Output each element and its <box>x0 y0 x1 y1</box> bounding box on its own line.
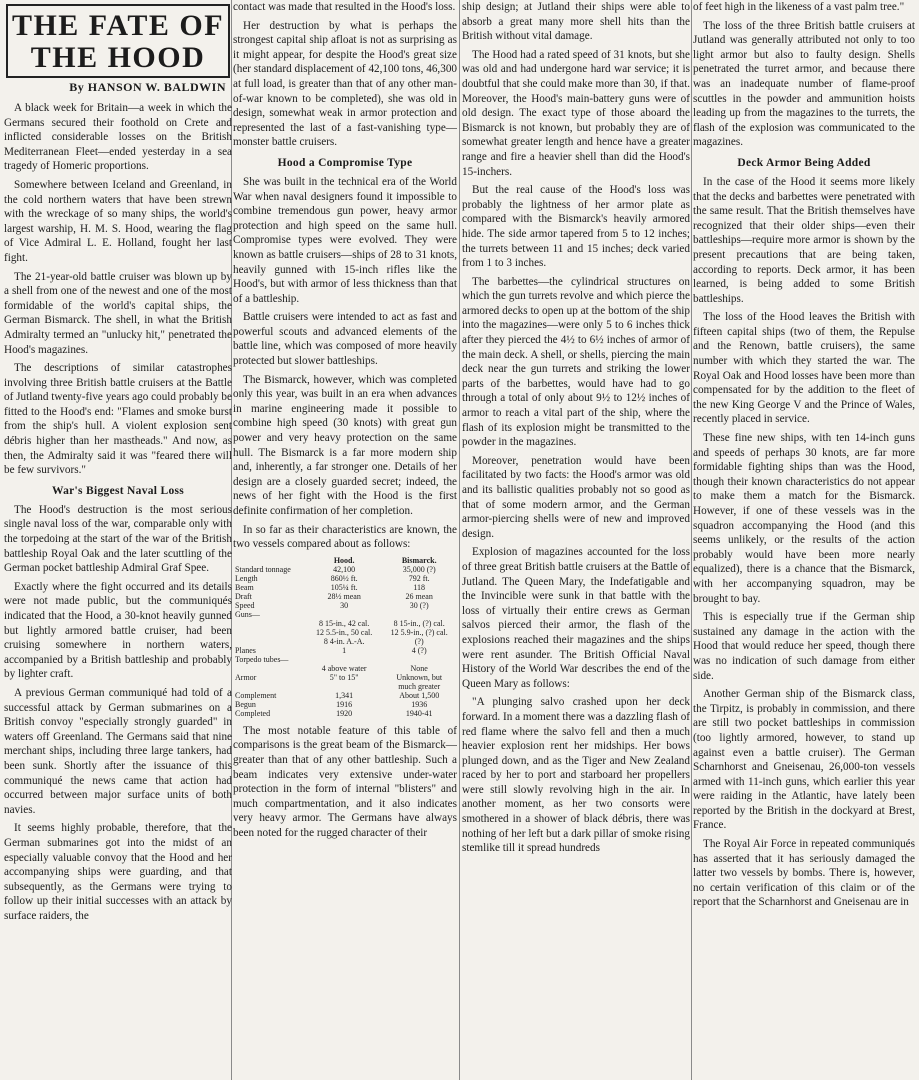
table-row <box>233 565 457 574</box>
paragraph: The loss of the Hood leaves the British with fifteen capital ships (two of them, the Repulse and the Renown, battle cruisers), the same number with which they started the war. The Royal Oak and Hood losses have been more than compensated for by the addition to the fleet of the new King George V and the Prince of Wales, recently placed in service. <box>693 311 915 426</box>
comparison-table <box>233 556 457 718</box>
table-cell: Standard tonnage <box>235 564 291 574</box>
subheading: War's Biggest Naval Loss <box>51 484 185 497</box>
table-cell: 30 (?) <box>409 600 429 610</box>
paragraph: The Hood's destruction is the most serious single naval loss of the war, comparable only with the torpedoing at the start of the war of the British battleship Royal Oak and the later scuttling of the German pocket battleship Admiral Graf Spee. <box>4 503 232 575</box>
table-cell: 42,100 <box>333 564 356 574</box>
table-cell: 35,000 (?) <box>402 564 436 574</box>
table-cell: 1936 <box>411 699 428 709</box>
table-row <box>233 700 457 709</box>
table-cell <box>381 610 457 619</box>
paragraph: Explosion of magazines accounted for the loss of three great British battle cruisers at the Battle of Jutland. The Queen Mary, the Indefatigable and the Invincible were sunk in that battle with the loss of virtually their entire crews as German salvos pierced their armor, the flash of the explosions reached their magazines and the ships were rent asunder. The British Official Naval History of the World War describes the end of the Queen Mary as follows: <box>462 546 690 690</box>
table-cell: 5" to 15" <box>329 672 359 682</box>
byline: By HANSON W. BALDWIN <box>69 80 226 94</box>
column-2 <box>233 0 457 1080</box>
paragraph: The Hood had a rated speed of 31 knots, but she was old and had undergone hard war service; it is doubtful that she could make more than 30, if that. Moreover, the Hood's main-battery guns were of old design. The exact type of those aboard the Bismarck is not known, but probably they are of somewhat greater length and hence have a greater range and fire a heavier shell than did the Hood's 15-inchers. <box>462 48 690 178</box>
column-rule <box>691 0 692 1080</box>
table-cell <box>381 655 457 664</box>
table-cell: 792 ft. <box>408 573 430 583</box>
paragraph: The loss of the three British battle cruisers at Jutland was generally attributed not only to too light armor but also to faulty design. Shells penetrated the turret armor, and because there was an inadequate number of flame-proof scuttles in the powder and ammunition hoists leading up from the magazines to the turrets, the flash of the explosion was communicated to the magazines. <box>693 19 915 149</box>
table-cell: 1920 <box>336 708 353 718</box>
table-cell: 1 <box>342 645 347 655</box>
table-row <box>233 691 457 700</box>
table-header-row <box>233 556 457 565</box>
column-4 <box>693 0 915 1080</box>
paragraph: Her destruction by what is perhaps the strongest capital ship afloat is not as surprising as it might appear, for despite the Hood's great size (her standard displacement of 42,100 tons, 46,300 at full load, is greater than that of any other man-of-war known to be completed), she was old in design, somewhat weak in armor protection and represented the last of a fast-vanishing type—monster battle cruisers. <box>233 19 457 149</box>
paragraph: The barbettes—the cylindrical structures on which the gun turrets revolve and which pierce the armored decks to open up at the bottom of the ship into the magazines—were only 5 to 6 inches thick after they pierced the 4½ to 6½ inches of armor of the main deck. A shell, or shells, piercing the main deck near the gun turrets and striking the lower parts of the barbettes, would have had to go through a total of only about 9½ to 12½ inches of armor to reach a vital part of the ship, where the flash of its explosion might be transmitted to the powder in the magazines. <box>462 275 690 449</box>
table-cell: 4 above water <box>321 663 367 673</box>
table-cell <box>233 664 307 673</box>
table-cell: 118 <box>413 582 426 592</box>
paragraph: It seems highly probable, therefore, that the German submarines got into the midst of an especially valuable convoy that the Hood and her accompanying ships were guarding, and that subsequently, as the Germans were trying to follow up their initial successes with an attack by surface raiders, the <box>4 822 232 922</box>
table-cell: Begun <box>235 699 256 709</box>
table-cell: Completed <box>235 708 271 718</box>
paragraph: The Bismarck, however, which was completed only this year, was built in an era when advances in marine engineering made it possible to combine high speed (30 knots) with great gun power and very heavy protection on the same hull. The Bismarck is a far more modern ship and, inherently, a far stronger one. Details of her design are a closely guarded secret; indeed, the news of her fight with the Hood is the first definite confirmation of her completion. <box>233 373 457 517</box>
table-cell: About 1,500 <box>399 690 440 700</box>
table-row <box>233 601 457 610</box>
table-cell: Armor <box>235 672 257 682</box>
paragraph: In the case of the Hood it seems more likely that the decks and barbettes were penetrated with the same result. That the British themselves have recognized that their older ships—even their battleships—require more armor is shown by the present precautions that are being taken, according to reports. Deck armor, it has been learned, is being added to some British battleships. <box>693 175 915 305</box>
table-row <box>233 574 457 583</box>
table-cell <box>307 682 381 691</box>
table-cell: Planes <box>235 645 256 655</box>
paragraph: Moreover, penetration would have been facilitated by two facts: the Hood's armor was old and its ballistic qualities probably not so good as that of some modern armor, and the German armor-piercing shells were of new and improved design. <box>462 454 690 540</box>
table-header-cell <box>233 556 307 565</box>
table-cell: Guns— <box>235 609 260 619</box>
table-row <box>233 646 457 655</box>
paragraph: Exactly where the fight occurred and its details were not made public, but the communiqués indicated that the Hood, a 30-knot heavily gunned but lightly armored battle cruiser, had been cruising somewhere in northern waters, accompanied by a British battleship and probably by lighter craft. <box>4 580 232 681</box>
table-cell: 860½ ft. <box>330 573 358 583</box>
table-cell: 105¼ ft. <box>330 582 358 592</box>
table-cell: 12 5.9-in., (?) cal. <box>390 627 448 637</box>
paragraph: "A plunging salvo crashed upon her deck forward. In a moment there was a dazzling flash of red flame where the salvo fell and then a much heavier explosion rent her midships. Her bows plunged down, and as the Tiger and New Zealand raced by her to port and starboard her propellers were still slowly revolving high in the air. In another moment, as her two consorts were smothered in a shower of black débris, there was nothing of her left but a dark pillar of smoke rising stemlike till it spread hundreds <box>462 696 690 855</box>
table-cell: 12 5.5-in., 50 cal. <box>316 627 373 637</box>
table-row <box>233 610 457 619</box>
table-cell: Complement <box>235 690 277 700</box>
table-row <box>233 682 457 691</box>
table-cell: 8 15-in., (?) cal. <box>393 618 445 628</box>
table-cell: Speed <box>235 600 255 610</box>
table-cell <box>233 628 307 637</box>
table-row <box>233 637 457 646</box>
table-cell: 30 <box>340 600 349 610</box>
table-row <box>233 583 457 592</box>
paragraph: This is especially true if the German ship sustained any damage in the action with the Hood that would reduce her speed, though there was no indication of such damage from either side. <box>693 611 915 682</box>
table-row <box>233 655 457 664</box>
paragraph: contact was made that resulted in the Hood's loss. <box>233 1 456 13</box>
paragraph: ship design; at Jutland their ships were able to absorb a great many more shell hits than the British without vital damage. <box>462 1 690 43</box>
table-cell <box>307 655 381 664</box>
table-row <box>233 709 457 718</box>
table-cell: much greater <box>398 681 441 691</box>
table-row <box>233 628 457 637</box>
column-rule <box>459 0 460 1080</box>
paragraph: Another German ship of the Bismarck class, the Tirpitz, is probably in commission, and there are still two pocket battleships in commission (too lightly armored, however, to stand up against even a battle cruiser). The German Scharnhorst and Gneisenau, 26,000-ton vessels armed with 11-inch guns, which earlier this year were raiding in the Atlantic, have lately been reported by the British in the dockyard at Brest, France. <box>693 688 915 832</box>
table-cell: 1940-41 <box>405 708 433 718</box>
table-cell <box>233 619 307 628</box>
paragraph: A previous German communiqué had told of a successful attack by German submarines on a British convoy "especially strongly guarded" in waters off Greenland. The Germans said that nine merchant ships, including three large tankers, had been sunk. Shortly after the issuance of this communiqué the news came that action had occurred between major surface units of both navies. <box>4 686 232 816</box>
table-cell: 4 (?) <box>411 645 427 655</box>
subheading: Deck Armor Being Added <box>737 156 871 169</box>
table-cell: Draft <box>235 591 252 601</box>
column-3 <box>462 0 690 1080</box>
paragraph: The most notable feature of this table of comparisons is the great beam of the Bismarck—greater than that of any other battleship. Such a beam indicates very extensive under-water protection in the form of internal "blisters" and much compartmentation, and it also indicates very heavy armor. The Germans have always been noted for the rugged character of their <box>233 724 457 839</box>
table-cell: Length <box>235 573 258 583</box>
paragraph: The 21-year-old battle cruiser was blown up by a shell from one of the newest and one of the most formidable of the world's capital ships, the German Bismarck. The shell, in what the British Admiralty termed an "unlucky hit," penetrated the Hood's magazines. <box>4 270 232 356</box>
paragraph: Somewhere between Iceland and Greenland, in the cold northern waters that have been strewn with the wreckage of so many ships, the world's largest warship, H. M. S. Hood, wearing the flag of Vice Admiral L. E. Holland, fought her last fight. <box>4 178 232 264</box>
table-cell <box>233 637 307 646</box>
table-row <box>233 664 457 673</box>
paragraph: Battle cruisers were intended to act as fast and powerful scouts and advanced elements of the battle line, which was composed of more heavily protected but slower battleships. <box>233 311 457 368</box>
table-cell <box>233 682 307 691</box>
table-cell: 8 4-in. A.-A. <box>323 636 365 646</box>
table-cell <box>307 610 381 619</box>
table-row <box>233 619 457 628</box>
table-cell: 8 15-in., 42 cal. <box>319 618 370 628</box>
table-cell: 26 mean <box>405 591 433 601</box>
table-row <box>233 592 457 601</box>
paragraph: These fine new ships, with ten 14-inch guns and speeds of perhaps 30 knots, are far more formidable fighting ships than was the Hood, though their known characteristics do not appear to make them a match for the Bismarck. However, if one of these vessels was in the squadron accompanying the Hood (and this seems unlikely, or the results of the action probably would have been more nearly equalized), there is a chance that the Bismarck, with her accompanying squadron, may be brought to bay. <box>693 432 915 605</box>
paragraph: of feet high in the likeness of a vast palm tree." <box>693 1 905 13</box>
paragraph: The Royal Air Force in repeated communiqués has asserted that it has seriously damaged the latter two vessels by bombs. There is, however, no certain verification of this claim or of the report that the Scharnhorst and Gneisenau are in <box>693 838 915 909</box>
table-cell: 28½ mean <box>327 591 361 601</box>
paragraph: The descriptions of similar catastrophes involving three British battle cruisers at the Battle of Jutland twenty-five years ago could probably be fitted to the Hood's end: "Flames and smoke burst from the ship's hull. A violent explosion sent débris higher than her mastheads." And now, as then, the Admiralty said it was "feared there will be few survivors." <box>4 362 232 477</box>
headline: THE FATE OF THE HOOD <box>6 4 230 78</box>
table-cell: (?) <box>414 636 424 646</box>
paragraph: She was built in the technical era of the World War when naval designers found it impossible to combine tremendous gun power, heavy armor protection and high speed on the same hull. Compromise types were evolved. They were known as battle cruisers—ships of 28 to 31 knots, heavily gunned with 15-inch rifles like the Hood's, but with armor of less thickness than that of a battleship. <box>233 175 457 305</box>
table-cell: Torpedo tubes— <box>235 654 289 664</box>
table-cell: Unknown, but <box>396 672 443 682</box>
table-cell: 1916 <box>336 699 353 709</box>
table-cell: None <box>410 663 428 673</box>
paragraph: But the real cause of the Hood's loss was probably the lightness of her armor plate as compared with the Bismarck's heavily armored hide. The side armor tapered from 5 to 12 inches; the turrets between 11 and 15 inches; deck varied from 1 to 3 inches. <box>462 184 690 270</box>
table-cell: Beam <box>235 582 254 592</box>
table-header-cell: Hood. <box>333 555 355 565</box>
paragraph: In so far as their characteristics are known, the two vessels compared about as follows: <box>233 523 457 551</box>
table-cell: 1,341 <box>335 690 354 700</box>
table-header-cell: Bismarck. <box>401 555 437 565</box>
table-row <box>233 673 457 682</box>
paragraph: A black week for Britain—a week in which the Germans secured their foothold on Crete and inflicted considerable losses on the British Mediterranean Fleet—ended yesterday in a sea tragedy of Homeric proportions. <box>4 102 232 173</box>
column-1 <box>4 0 232 1080</box>
subheading: Hood a Compromise Type <box>277 156 413 169</box>
